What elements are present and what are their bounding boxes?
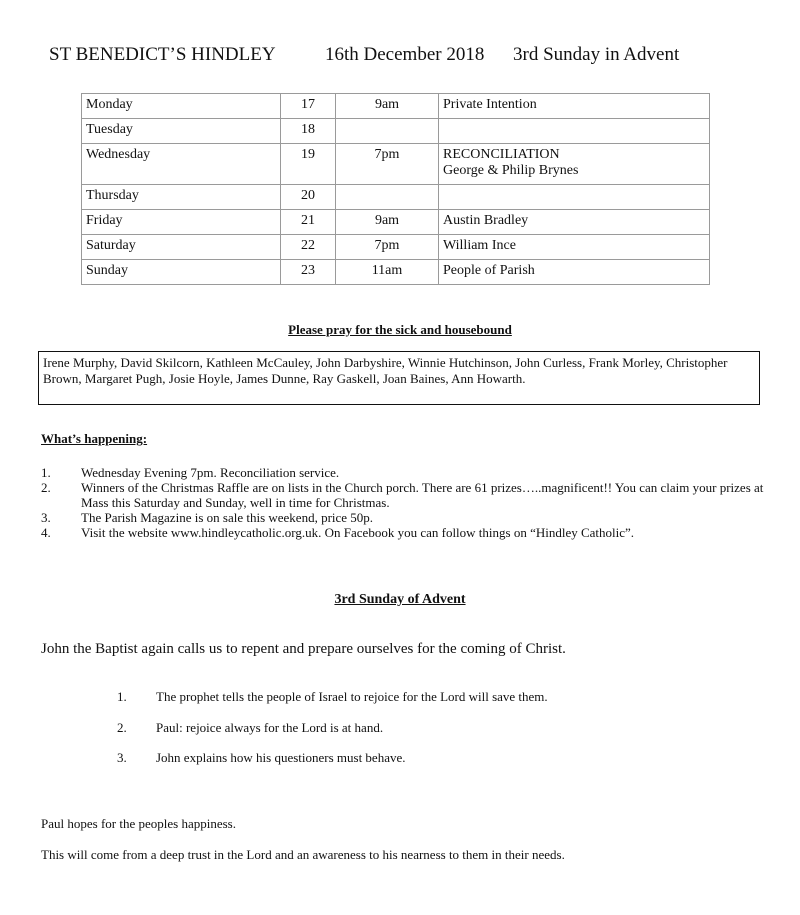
reading-number: 2. bbox=[117, 719, 127, 735]
schedule-date: 18 bbox=[281, 119, 336, 144]
item-number: 1. bbox=[41, 465, 51, 480]
happening-item bbox=[41, 525, 766, 540]
mass-schedule-table bbox=[81, 93, 710, 285]
advent-intro: John the Baptist again calls us to repent and prepare ourselves for the coming of Christ. bbox=[41, 641, 566, 657]
happening-list bbox=[41, 465, 766, 540]
schedule-intention bbox=[439, 119, 710, 144]
paragraph-happiness: Paul hopes for the peoples happiness. bbox=[41, 816, 236, 831]
schedule-time bbox=[336, 185, 439, 210]
item-text: Winners of the Christmas Raffle are on lists in the Church porch. There are 61 prizes…..magnificent!! You can claim your prizes at Mass this Saturday and Sunday, well in time for Christmas. bbox=[81, 480, 764, 510]
schedule-date: 23 bbox=[281, 260, 336, 285]
item-number: 4. bbox=[41, 525, 51, 540]
schedule-time: 7pm bbox=[336, 235, 439, 260]
schedule-intention bbox=[439, 94, 710, 119]
schedule-intention bbox=[439, 185, 710, 210]
intention-line: RECONCILIATION bbox=[443, 147, 560, 162]
advent-title: 3rd Sunday of Advent bbox=[334, 592, 466, 607]
schedule-row bbox=[82, 235, 710, 260]
readings-list bbox=[117, 689, 548, 781]
sick-list-title: Please pray for the sick and housebound bbox=[288, 322, 512, 337]
schedule-intention bbox=[439, 144, 710, 185]
schedule-time: 9am bbox=[336, 94, 439, 119]
schedule-time: 11am bbox=[336, 260, 439, 285]
happening-item bbox=[41, 480, 766, 510]
schedule-day: Wednesday bbox=[82, 144, 281, 185]
schedule-day: Sunday bbox=[82, 260, 281, 285]
item-text: Wednesday Evening 7pm. Reconciliation service. bbox=[81, 465, 340, 480]
schedule-day: Friday bbox=[82, 210, 281, 235]
schedule-row bbox=[82, 210, 710, 235]
schedule-intention bbox=[439, 235, 710, 260]
schedule-row bbox=[82, 185, 710, 210]
schedule-date: 17 bbox=[281, 94, 336, 119]
reading-item bbox=[117, 689, 548, 720]
schedule-row bbox=[82, 260, 710, 285]
schedule-date: 21 bbox=[281, 210, 336, 235]
reading-number: 3. bbox=[117, 750, 127, 765]
schedule-time: 9am bbox=[336, 210, 439, 235]
reading-text: The prophet tells the people of Israel to rejoice for the Lord will save them. bbox=[156, 689, 548, 704]
intention-line: Austin Bradley bbox=[443, 213, 529, 228]
page-header bbox=[49, 44, 679, 66]
schedule-day: Saturday bbox=[82, 235, 281, 260]
schedule-row bbox=[82, 94, 710, 119]
schedule-row bbox=[82, 119, 710, 144]
sick-names: Irene Murphy, David Skilcorn, Kathleen McCauley, John Darbyshire, Winnie Hutchinson, John Curless, Frank Morley, Christopher Brown, Margaret Pugh, Josie Hoyle, James Dunne, Ray Gaskell, Joan Baines, Ann Howarth. bbox=[43, 355, 728, 386]
schedule-day: Thursday bbox=[82, 185, 281, 210]
schedule-row bbox=[82, 144, 710, 185]
mass-schedule-body bbox=[82, 94, 710, 285]
intention-line: George & Philip Brynes bbox=[443, 163, 579, 178]
intention-line: People of Parish bbox=[443, 263, 535, 278]
item-text: The Parish Magazine is on sale this weekend, price 50p. bbox=[81, 510, 374, 525]
reading-text: Paul: rejoice always for the Lord is at hand. bbox=[156, 719, 384, 735]
item-number: 3. bbox=[41, 510, 51, 525]
reading-text: John explains how his questioners must behave. bbox=[156, 750, 406, 765]
item-text: Visit the website www.hindleycatholic.org.uk. On Facebook you can follow things on “Hindley Catholic”. bbox=[81, 525, 635, 540]
item-number: 2. bbox=[41, 480, 51, 495]
happening-item bbox=[41, 465, 766, 480]
church-name: ST BENEDICT’S HINDLEY bbox=[49, 44, 276, 65]
bulletin-date: 16th December 2018 bbox=[325, 44, 485, 65]
liturgical-occasion: 3rd Sunday in Advent bbox=[513, 44, 680, 65]
schedule-time: 7pm bbox=[336, 144, 439, 185]
reading-number: 1. bbox=[117, 689, 127, 704]
schedule-date: 20 bbox=[281, 185, 336, 210]
happening-title: What’s happening: bbox=[41, 431, 148, 446]
intention-line: William Ince bbox=[443, 238, 516, 253]
schedule-intention bbox=[439, 210, 710, 235]
schedule-date: 19 bbox=[281, 144, 336, 185]
schedule-date: 22 bbox=[281, 235, 336, 260]
reading-item bbox=[117, 750, 548, 781]
schedule-day: Monday bbox=[82, 94, 281, 119]
schedule-time bbox=[336, 119, 439, 144]
happening-item bbox=[41, 510, 766, 525]
reading-item bbox=[117, 720, 548, 751]
paragraph-trust: This will come from a deep trust in the Lord and an awareness to his nearness to them in their needs. bbox=[41, 847, 565, 862]
schedule-intention bbox=[439, 260, 710, 285]
intention-line: Private Intention bbox=[443, 97, 537, 112]
schedule-day: Tuesday bbox=[82, 119, 281, 144]
sick-list-box bbox=[38, 351, 760, 405]
